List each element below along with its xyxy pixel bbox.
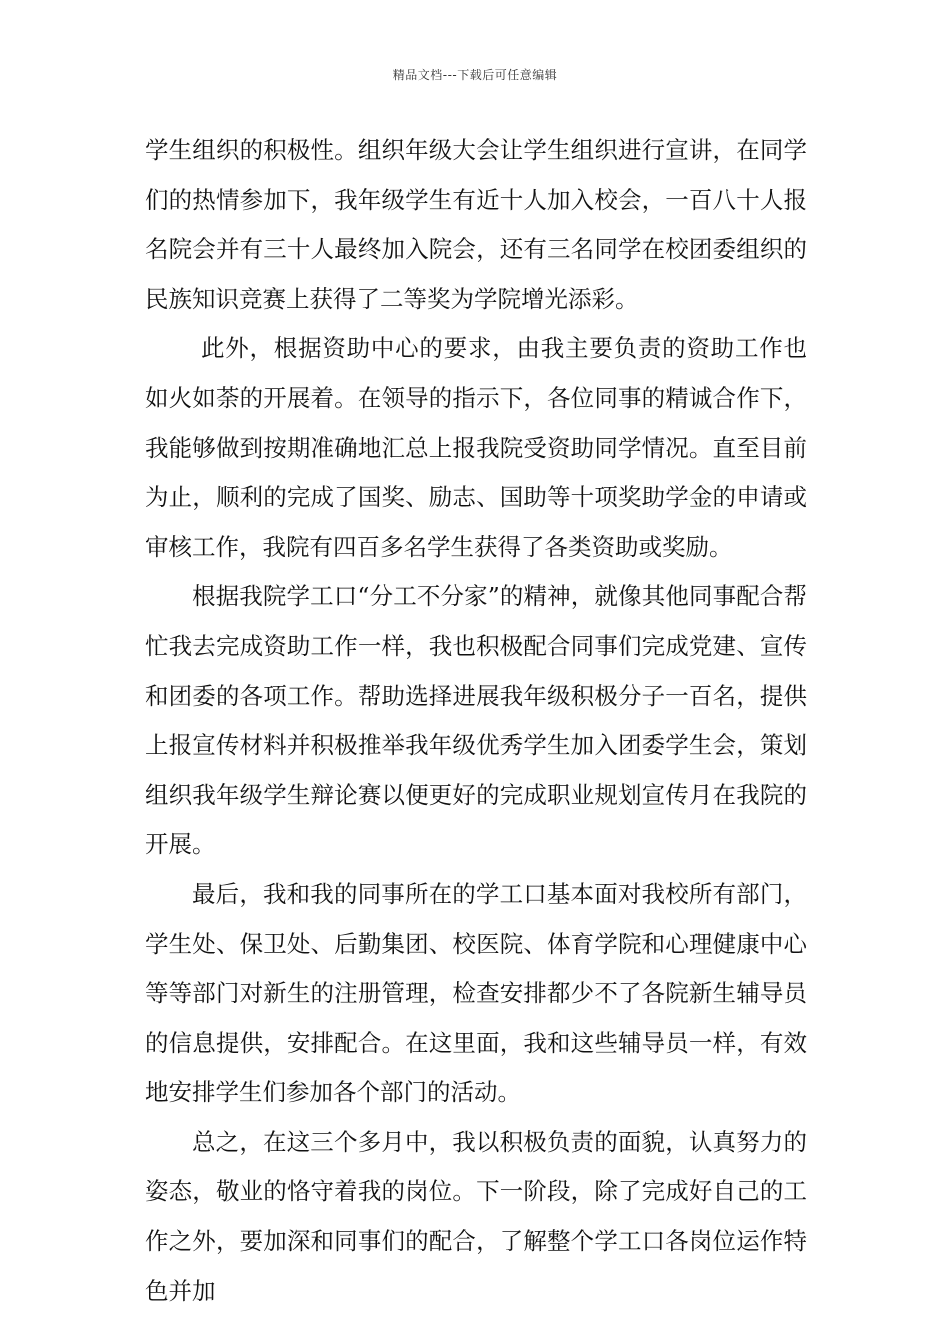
paragraph-5: 总之，在这三个多月中，我以积极负责的面貌，认真努力的姿态，敬业的恪守着我的岗位。下一阶段，除了完成好自己的工作之外，要加深和同事们的配合，了解整个学工口各岗位运作特色并加 [145, 1127, 807, 1305]
page-header: 精品文档---下载后可任意编辑 [392, 68, 558, 82]
paragraph-1: 学生组织的积极性。组织年级大会让学生组织进行宣讲，在同学们的热情参加下，我年级学生有近十人加入校会，一百八十人报名院会并有三十人最终加入院会，还有三名同学在校团委组织的民族知识竞赛上获得了二等奖为学院增光添彩。 [145, 136, 807, 313]
paragraph-4: 最后，我和我的同事所在的学工口基本面对我校所有部门，学生处、保卫处、后勤集团、校医院、体育学院和心理健康中心等等部门对新生的注册管理，检查安排都少不了各院新生辅导员的信息提供，安排配合。在这里面，我和这些辅导员一样，有效地安排学生们参加各个部门的活动。 [145, 879, 807, 1107]
paragraph-2: 此外，根据资助中心的要求，由我主要负责的资助工作也如火如荼的开展着。在领导的指示下，各位同事的精诚合作下，我能够做到按期准确地汇总上报我院受资助同学情况。直至目前为止，顺利的完成了国奖、励志、国助等十项奖助学金的申请或审核工作，我院有四百多名学生获得了各类资助或奖励。 [145, 334, 807, 561]
paragraph-3: 根据我院学工口“分工不分家”的精神，就像其他同事配合帮忙我去完成资助工作一样，我也积极配合同事们完成党建、宣传和团委的各项工作。帮助选择进展我年级积极分子一百名，提供上报宣传材料并积极推举我年级优秀学生加入团委学生会，策划组织我年级学生辩论赛以便更好的完成职业规划宣传月在我院的开展。 [145, 582, 807, 859]
document-body [145, 126, 807, 1316]
